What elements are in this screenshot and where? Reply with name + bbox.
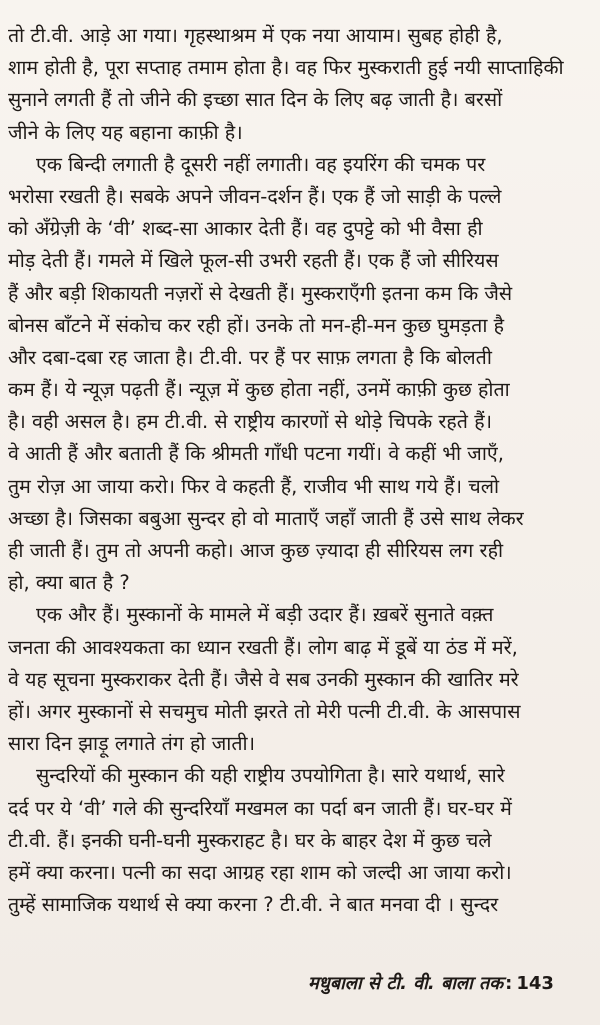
text-line: वे यह सूचना मुस्कराकर देती हैं। जैसे वे सब उनकी मुस्कान की खातिर मरे bbox=[8, 667, 519, 691]
body-text bbox=[8, 20, 592, 921]
text-line: हों। अगर मुस्कानों से सचमुच मोती झरते तो मेरी पत्नी टी.वी. के आसपास bbox=[8, 699, 521, 723]
text-line: तुम्हें सामाजिक यथार्थ से क्या करना ? टी.वी. ने बात मनवा दी । सुन्दर bbox=[8, 893, 499, 917]
footer-separator: : bbox=[505, 973, 513, 994]
page-footer bbox=[308, 966, 598, 1002]
text-line: बोनस बाँटने में संकोच कर रही हों। उनके तो मन-ही-मन कुछ घुमड़ता है bbox=[8, 313, 505, 337]
text-line: अच्छा है। जिसका बबुआ सुन्दर हो वो माताएँ जहाँ जाती हैं उसे साथ लेकर bbox=[8, 506, 524, 530]
text-line: सुनाने लगती हैं तो जीने की इच्छा सात दिन के लिए बढ़ जाती है। बरसों bbox=[8, 88, 503, 112]
text-line: एक बिन्दी लगाती है दूसरी नहीं लगाती। वह इयरिंग की चमक पर bbox=[36, 152, 486, 176]
text-line: जीने के लिए यह बहाना काफ़ी है। bbox=[8, 120, 243, 144]
text-line: मोड़ देती हैं। गमले में खिले फूल-सी उभरी रहती हैं। एक हैं जो सीरियस bbox=[8, 249, 499, 273]
text-line: है। वही असल है। हम टी.वी. से राष्ट्रीय कारणों से थोड़े चिपके रहते हैं। bbox=[8, 410, 493, 434]
text-line: हैं और बड़ी शिकायती नज़रों से देखती हैं। मुस्कराएँगी इतना कम कि जैसे bbox=[8, 281, 513, 305]
text-line: शाम होती है, पूरा सप्ताह तमाम होता है। वह फिर मुस्कराती हुई नयी साप्ताहिकी bbox=[8, 56, 564, 80]
text-line: ही जाती हैं। तुम तो अपनी कहो। आज कुछ ज़्यादा ही सीरियस लग रही bbox=[8, 539, 504, 562]
text-line: और दबा-दबा रह जाता है। टी.वी. पर हैं पर साफ़ लगता है कि बोलती bbox=[8, 345, 492, 369]
text-line: टी.वी. हैं। इनकी घनी-घनी मुस्कराहट है। घर के बाहर देश में कुछ चले bbox=[8, 828, 492, 852]
running-title: मधुबाला से टी. वी. बाला तक bbox=[308, 973, 504, 994]
text-line: जनता की आवश्यकता का ध्यान रखती हैं। लोग बाढ़ में डूबें या ठंड में मरें, bbox=[8, 635, 518, 659]
text-line: वे आती हैं और बताती हैं कि श्रीमती गाँधी पटना गयीं। वे कहीं भी जाएँ, bbox=[8, 442, 504, 466]
text-line: दर्द पर ये ‘वी’ गले की सुन्दरियाँ मखमल का पर्दा बन जाती हैं। घर-घर में bbox=[8, 796, 512, 820]
text-line: हमें क्या करना। पत्नी का सदा आग्रह रहा शाम को जल्दी आ जाया करो। bbox=[8, 860, 512, 884]
text-line: हो, क्या बात है ? bbox=[8, 571, 130, 595]
text-line: सुन्दरियों की मुस्कान की यही राष्ट्रीय उपयोगिता है। सारे यथार्थ, सारे bbox=[36, 764, 505, 788]
text-line: एक और हैं। मुस्कानों के मामले में बड़ी उदार हैं। ख़बरें सुनाते वक़्त bbox=[36, 603, 494, 627]
text-line: तो टी.वी. आड़े आ गया। गृहस्थाश्रम में एक नया आयाम। सुबह होही है, bbox=[8, 24, 503, 47]
text-line: तुम रोज़ आ जाया करो। फिर वे कहती हैं, राजीव भी साथ गये हैं। चलो bbox=[8, 474, 500, 498]
text-line: भरोसा रखती है। सबके अपने जीवन-दर्शन हैं। एक हैं जो साड़ी के पल्ले bbox=[8, 184, 502, 208]
text-line: को अँग्रेज़ी के ‘वी’ शब्द-सा आकार देती हैं। वह दुपट्टे को भी वैसा ही bbox=[8, 217, 483, 241]
text-line: कम हैं। ये न्यूज़ पढ़ती हैं। न्यूज़ में कुछ होता नहीं, उनमें काफ़ी कुछ होता bbox=[8, 378, 510, 402]
page-number: 143 bbox=[516, 973, 554, 994]
text-line: सारा दिन झाड़ू लगाते तंग हो जाती। bbox=[8, 732, 256, 756]
